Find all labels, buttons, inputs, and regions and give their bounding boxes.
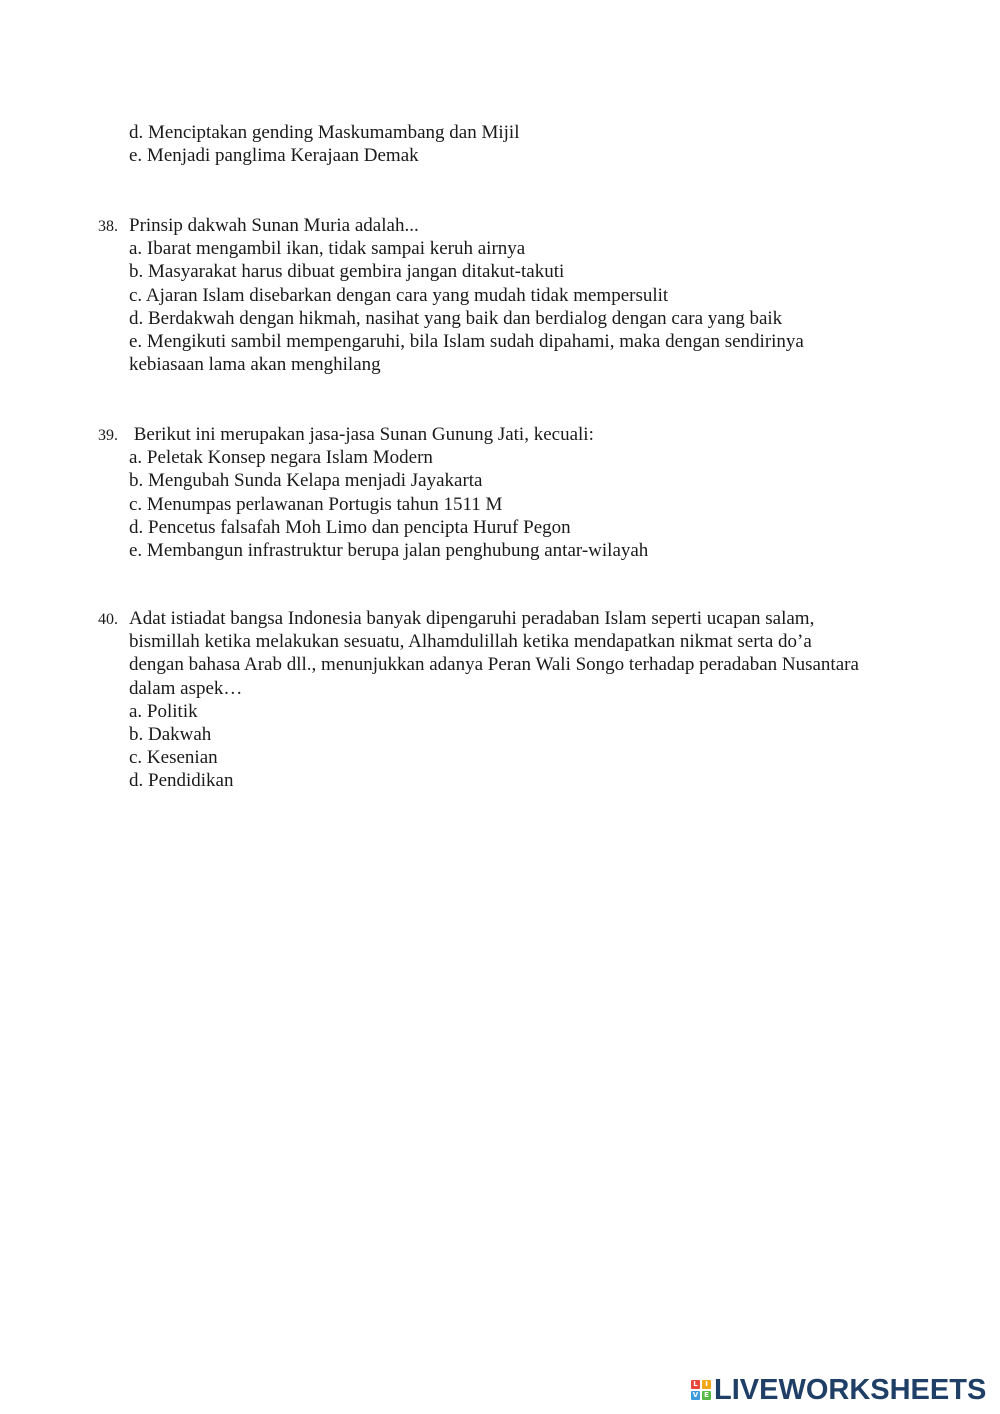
option-b: b. Dakwah xyxy=(129,724,212,746)
question-number: 40. xyxy=(98,611,118,628)
option-a: a. Ibarat mengambil ikan, tidak sampai keruh airnya xyxy=(129,238,526,260)
question-40 xyxy=(98,607,898,793)
logo-letter-e: E xyxy=(702,1391,711,1400)
option-e: e. Menjadi panglima Kerajaan Demak xyxy=(129,145,419,167)
question-38-stem xyxy=(98,214,898,237)
option-e: e. Membangun infrastruktur berupa jalan penghubung antar-wilayah xyxy=(129,540,649,562)
option-c: c. Kesenian xyxy=(129,747,218,769)
option-b: b. Mengubah Sunda Kelapa menjadi Jayakarta xyxy=(129,470,483,492)
question-text: Berikut ini merupakan jasa-jasa Sunan Gunung Jati, kecuali: xyxy=(129,424,594,445)
option-a: a. Peletak Konsep negara Islam Modern xyxy=(129,447,433,469)
option-d: d. Menciptakan gending Maskumambang dan Mijil xyxy=(129,122,520,143)
question-text: Prinsip dakwah Sunan Muria adalah... xyxy=(129,215,419,236)
option-c: c. Menumpas perlawanan Portugis tahun 1511 M xyxy=(129,493,503,515)
question-text: Adat istiadat bangsa Indonesia banyak dipengaruhi peradaban Islam seperti ucapan salam, bismillah ketika melakukan sesuatu, Alhamdulillah ketika mendapatkan nikmat serta do’a dengan bahasa Arab dll., menunjukkan adanya Peran Wali Songo terhadap peradaban Nusantara dalam aspek… xyxy=(129,608,859,699)
option-d: d. Pencetus falsafah Moh Limo dan pencipta Huruf Pegon xyxy=(129,516,571,538)
liveworksheets-logo xyxy=(691,1375,986,1405)
question-39-stem xyxy=(98,423,898,446)
question-number: 39. xyxy=(98,427,118,444)
option-c: c. Ajaran Islam disebarkan dengan cara yang mudah tidak mempersulit xyxy=(129,284,669,306)
question-38 xyxy=(98,214,898,376)
question-37-continuation xyxy=(98,121,898,167)
question-40-stem xyxy=(98,607,859,700)
question-number: 38. xyxy=(98,218,118,235)
logo-letter-v: V xyxy=(692,1391,699,1399)
option-a: a. Politik xyxy=(129,700,198,722)
option-e: e. Mengikuti sambil mempengaruhi, bila Islam sudah dipahami, maka dengan sendirinya kebiasaan lama akan menghilang xyxy=(129,331,804,376)
logo-letter-i: I xyxy=(702,1380,711,1389)
option-d: d. Berdakwah dengan hikmah, nasihat yang baik dan berdialog dengan cara yang baik xyxy=(129,307,783,329)
logo-wordmark: LIVEWORKSHEETS xyxy=(714,1373,987,1406)
option-d: d. Pendidikan xyxy=(129,770,234,792)
question-39 xyxy=(98,423,898,562)
logo-letter-l: L xyxy=(691,1380,700,1389)
option-b: b. Masyarakat harus dibuat gembira jangan ditakut-takuti xyxy=(129,261,565,283)
logo-grid-icon xyxy=(691,1380,711,1400)
